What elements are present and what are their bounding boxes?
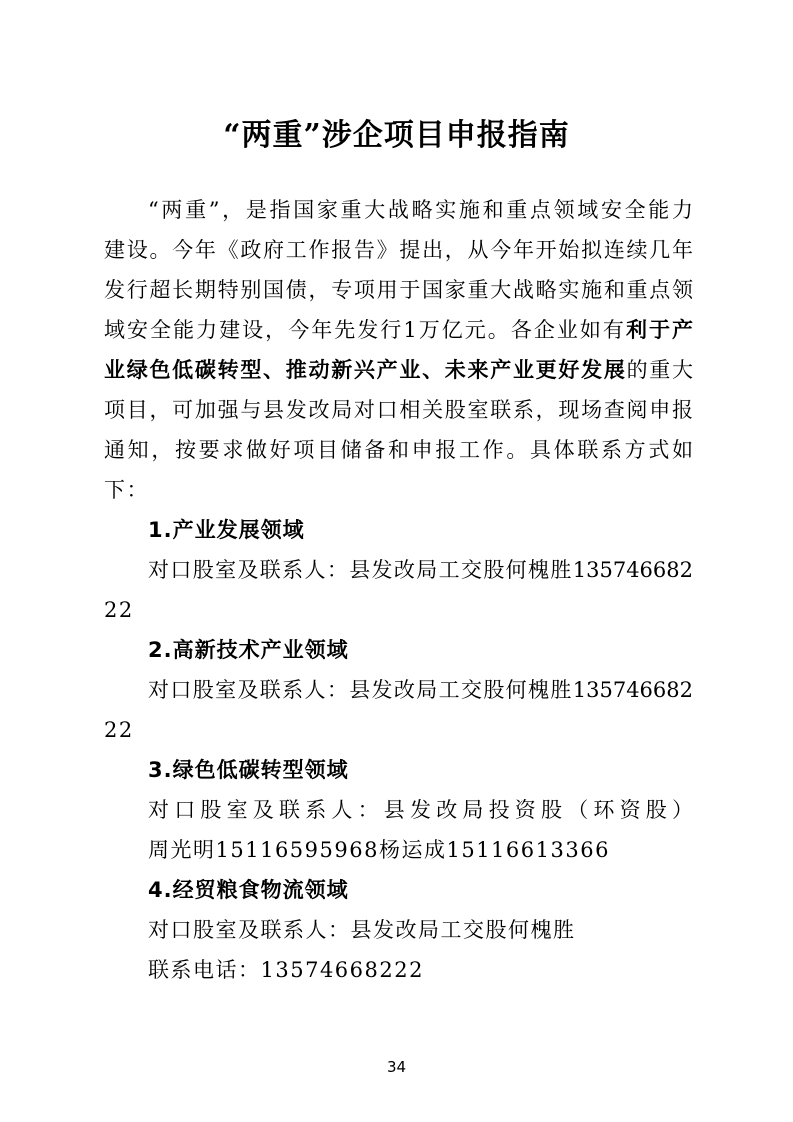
text-line xyxy=(104,590,693,630)
text-segment: 对口股室及联系人：县发改局工交股何槐胜135746682 xyxy=(148,558,693,582)
text-line xyxy=(104,430,693,470)
text-segment: 的重大 xyxy=(626,358,694,382)
text-segment: 3.绿色低碳转型领域 xyxy=(148,758,349,782)
text-segment: “两重”，是指国家重大战略实施和重点领域安全能力 xyxy=(148,198,693,222)
section-heading xyxy=(104,630,693,670)
text-line xyxy=(104,910,693,950)
text-line xyxy=(104,710,693,750)
text-segment: 通知，按要求做好项目储备和申报工作。具体联系方式如 xyxy=(104,438,693,462)
text-segment: 建设。今年《政府工作报告》提出，从今年开始拟连续几年 xyxy=(104,238,693,262)
document-title: “两重”涉企项目申报指南 xyxy=(223,118,570,153)
text-line xyxy=(104,950,693,990)
text-segment: 对口股室及联系人：县发改局工交股何槐胜135746682 xyxy=(148,678,693,702)
text-segment: 2.高新技术产业领域 xyxy=(148,638,349,662)
text-line xyxy=(104,470,693,510)
section-heading xyxy=(104,510,693,550)
page-number: 34 xyxy=(386,1058,407,1076)
text-line xyxy=(104,230,693,270)
text-line xyxy=(104,670,693,710)
text-segment: 1.产业发展领域 xyxy=(148,518,305,542)
text-line xyxy=(104,390,693,430)
text-line xyxy=(104,790,693,830)
text-segment: 4.经贸粮食物流领域 xyxy=(148,878,349,902)
text-segment: 22 xyxy=(104,598,134,622)
text-line xyxy=(104,830,693,870)
text-line xyxy=(104,350,693,390)
text-segment: 项目，可加强与县发改局对口相关股室联系，现场查阅申报 xyxy=(104,398,693,422)
text-line xyxy=(104,310,693,350)
document-body xyxy=(104,190,693,990)
text-segment: 利于产 xyxy=(625,318,694,342)
text-segment: 发行超长期特别国债，专项用于国家重大战略实施和重点领 xyxy=(104,278,693,302)
text-segment: 22 xyxy=(104,718,134,742)
section-heading xyxy=(104,870,693,910)
text-segment: 对口股室及联系人：县发改局投资股（环资股） xyxy=(148,798,693,822)
text-segment: 域安全能力建设，今年先发行1万亿元。各企业如有 xyxy=(104,318,626,342)
text-line xyxy=(104,270,693,310)
text-line xyxy=(104,550,693,590)
text-segment: 对口股室及联系人：县发改局工交股何槐胜 xyxy=(148,918,576,942)
text-line xyxy=(104,190,693,230)
text-segment: 联系电话：13574668222 xyxy=(148,958,424,982)
text-segment: 业绿色低碳转型、推动新兴产业、未来产业更好发展 xyxy=(104,358,627,382)
section-heading xyxy=(104,750,693,790)
text-segment: 周光明15116595968杨运成15116613366 xyxy=(148,838,610,862)
text-segment: 下： xyxy=(104,478,149,502)
